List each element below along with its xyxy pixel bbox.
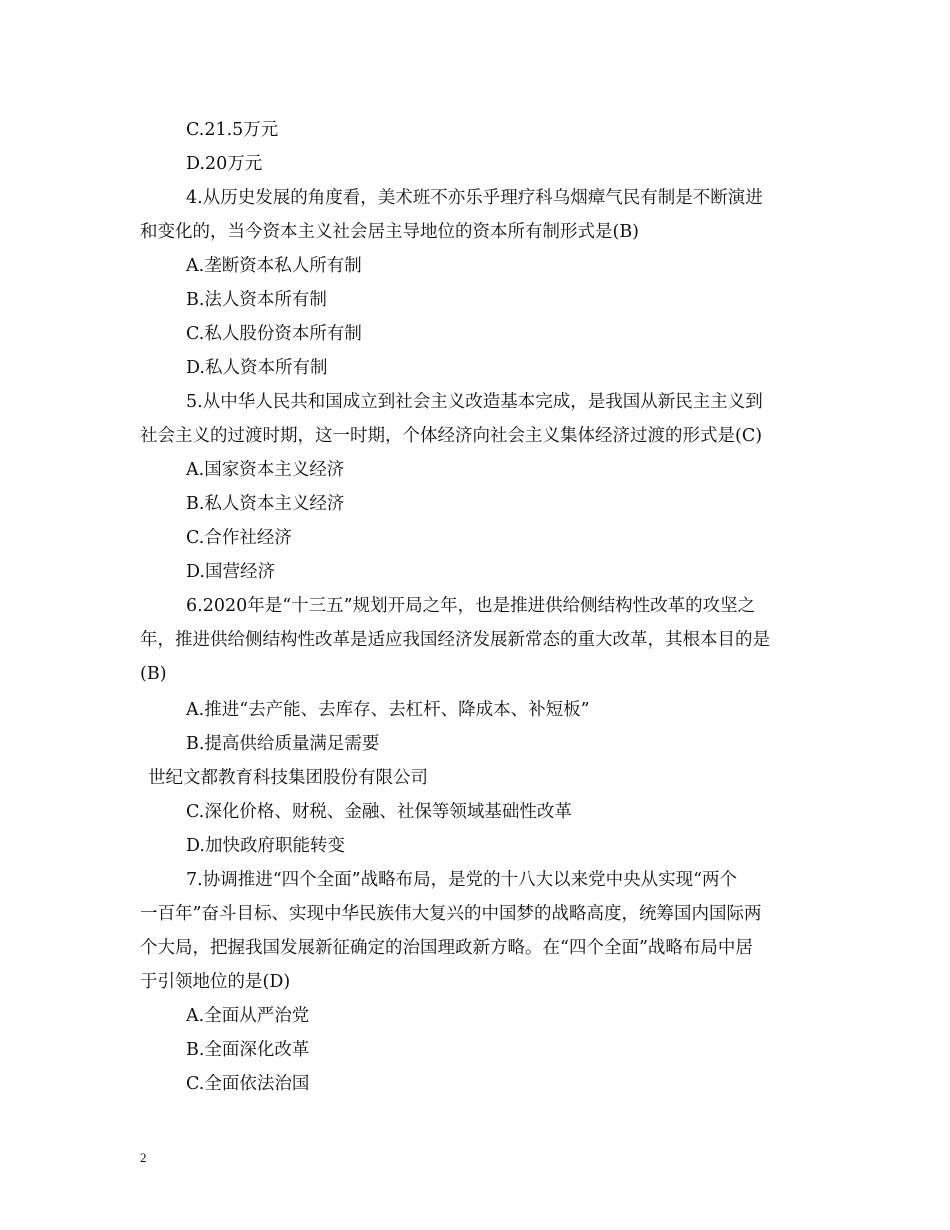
question-4-line-1: 4.从历史发展的角度看，美术班不亦乐乎理疗科乌烟瘴气民有制是不断演进 xyxy=(186,188,763,208)
option-4a: A.垄断资本私人所有制 xyxy=(186,256,362,276)
option-7a: A.全面从严治党 xyxy=(186,1006,310,1026)
option-7b: B.全面深化改革 xyxy=(186,1040,310,1060)
option-4d: D.私人资本所有制 xyxy=(186,358,328,378)
question-7-line-1: 7.协调推进“四个全面”战略布局，是党的十八大以来党中央从实现“两个 xyxy=(186,870,738,890)
option-6a: A.推进“去产能、去库存、去杠杆、降成本、补短板” xyxy=(186,700,590,720)
question-6-line-3: (B) xyxy=(140,664,167,684)
page-number: 2 xyxy=(140,1150,147,1165)
question-7-line-4: 于引领地位的是(D) xyxy=(140,972,291,992)
question-7-line-2: 一百年”奋斗目标、实现中华民族伟大复兴的中国梦的战略高度，统筹国内国际两 xyxy=(140,904,762,924)
option-6d: D.加快政府职能转变 xyxy=(186,836,345,856)
question-6-line-1: 6.2020年是“十三五”规划开局之年，也是推进供给侧结构性改革的攻坚之 xyxy=(186,596,756,616)
option-3c: C.21.5万元 xyxy=(186,120,279,140)
option-3d: D.20万元 xyxy=(186,154,263,174)
option-5c: C.合作社经济 xyxy=(186,528,292,548)
question-4-line-2: 和变化的，当今资本主义社会居主导地位的资本所有制形式是(B) xyxy=(140,222,640,242)
option-6b: B.提高供给质量满足需要 xyxy=(186,734,380,754)
option-5a: A.国家资本主义经济 xyxy=(186,460,345,480)
option-5b: B.私人资本主义经济 xyxy=(186,494,345,514)
option-4b: B.法人资本所有制 xyxy=(186,290,327,310)
question-5-line-1: 5.从中华人民共和国成立到社会主义改造基本完成，是我国从新民主主义到 xyxy=(186,392,763,412)
company-name: 世纪文都教育科技集团股份有限公司 xyxy=(148,768,428,788)
question-6-line-2: 年，推进供给侧结构性改革是适应我国经济发展新常态的重大改革，其根本目的是 xyxy=(140,630,770,650)
option-5d: D.国营经济 xyxy=(186,562,275,582)
option-7c: C.全面依法治国 xyxy=(186,1074,310,1094)
question-5-line-2: 社会主义的过渡时期，这一时期，个体经济向社会主义集体经济过渡的形式是(C) xyxy=(140,426,763,446)
question-7-line-3: 个大局，把握我国发展新征确定的治国理政新方略。在“四个全面”战略布局中居 xyxy=(140,938,753,958)
option-6c: C.深化价格、财税、金融、社保等领域基础性改革 xyxy=(186,802,572,822)
option-4c: C.私人股份资本所有制 xyxy=(186,324,362,344)
